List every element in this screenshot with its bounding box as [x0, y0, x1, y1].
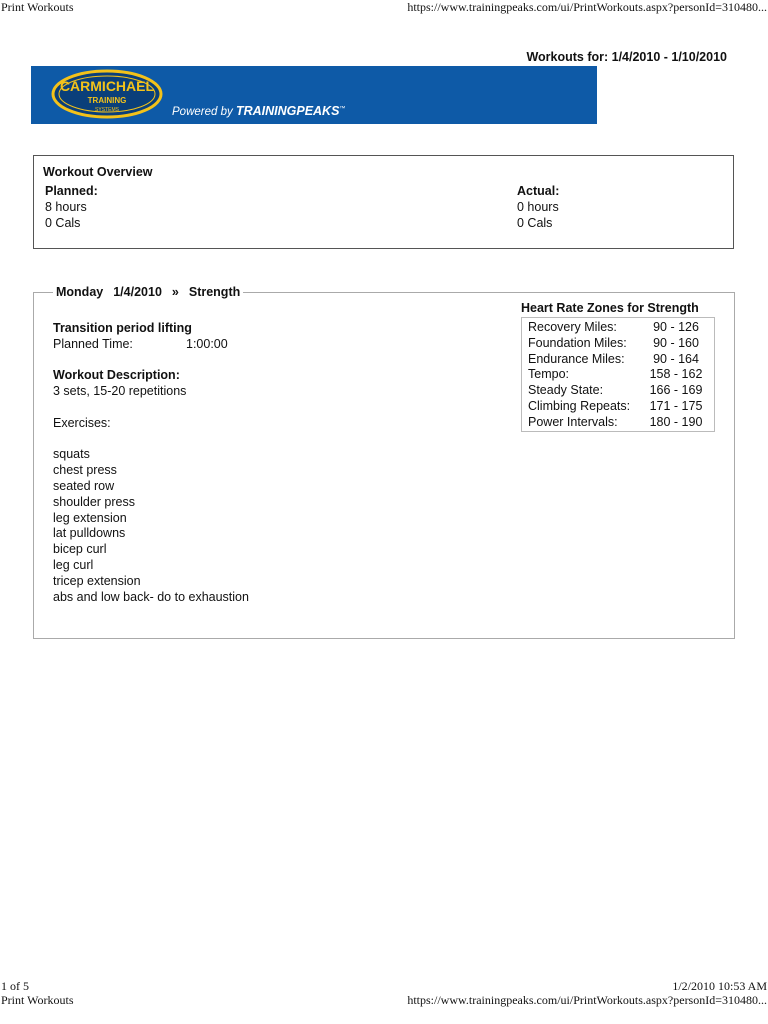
zone-range: 171 - 175 [649, 398, 703, 413]
planned-cals: 0 Cals [45, 216, 81, 230]
zone-name: Endurance Miles: [528, 351, 625, 366]
exercise-item: shoulder press [53, 494, 135, 509]
legend-separator: » [171, 285, 179, 299]
print-header-url: https://www.trainingpeaks.com/ui/PrintWorkouts.aspx?personId=310480... [407, 0, 767, 14]
exercises-label: Exercises: [53, 415, 111, 430]
carmichael-logo [51, 69, 163, 119]
description-text: 3 sets, 15-20 repetitions [53, 384, 187, 399]
hr-zone-row [528, 336, 708, 352]
actual-cals: 0 Cals [517, 216, 553, 230]
zone-range: 158 - 162 [649, 367, 703, 382]
brand-banner [31, 66, 597, 124]
planned-column [45, 183, 98, 231]
exercise-item: leg curl [53, 557, 94, 572]
zone-range: 90 - 126 [653, 320, 699, 334]
planned-label: Planned: [45, 184, 98, 198]
exercise-item: seated row [53, 478, 115, 493]
zone-range: 90 - 164 [653, 351, 699, 366]
exercise-item: tricep extension [53, 573, 141, 588]
zone-range: 180 - 190 [649, 414, 703, 429]
hr-zone-row [528, 415, 708, 431]
planned-hours: 8 hours [45, 200, 87, 214]
workout-date: 1/4/2010 [113, 285, 162, 299]
zone-name: Recovery Miles: [528, 320, 617, 334]
description-label: Workout Description: [53, 368, 180, 383]
exercise-item: bicep curl [53, 542, 107, 557]
planned-time-value: 1:00:00 [186, 336, 228, 351]
zone-name: Foundation Miles: [528, 335, 627, 350]
exercise-item: leg extension [53, 510, 127, 525]
workout-legend [53, 285, 243, 299]
exercise-list [53, 447, 249, 605]
next-page-url: https://www.trainingpeaks.com/ui/PrintWorkouts.aspx?personId=310480... [407, 993, 767, 1007]
page-indicator: 1 of 5 [1, 979, 29, 993]
powered-by-label: Powered by [172, 106, 233, 118]
date-range: Workouts for: 1/4/2010 - 1/10/2010 [526, 50, 727, 64]
logo-word-2: TRAINING [87, 96, 127, 105]
overview-title: Workout Overview [43, 165, 153, 179]
zone-name: Power Intervals: [528, 414, 618, 429]
hr-zone-row [528, 383, 708, 399]
workout-name: Transition period lifting [53, 321, 192, 335]
powered-by [172, 104, 345, 118]
exercise-item: abs and low back- do to exhaustion [53, 589, 249, 604]
trademark: ™ [339, 106, 346, 113]
workout-detail [33, 285, 735, 639]
exercise-item: chest press [53, 463, 117, 478]
zone-range: 90 - 160 [653, 335, 699, 350]
trainingpeaks-brand: TRAININGPEAKS [235, 104, 340, 118]
workout-overview [33, 155, 734, 249]
print-header-title: Print Workouts [1, 0, 74, 14]
logo-word-3: SYSTEMS [95, 107, 119, 113]
hr-zone-row [528, 320, 708, 336]
planned-time-row [53, 337, 249, 353]
zone-name: Tempo: [528, 367, 569, 382]
zone-range: 166 - 169 [649, 383, 703, 398]
hr-zone-row [528, 367, 708, 383]
workout-type: Strength [188, 285, 241, 299]
hr-zones-title: Heart Rate Zones for Strength [521, 301, 699, 315]
hr-zone-row [528, 352, 708, 368]
print-timestamp: 1/2/2010 10:53 AM [672, 979, 767, 993]
actual-label: Actual: [517, 184, 560, 198]
exercise-item: lat pulldowns [53, 526, 126, 541]
zone-name: Steady State: [528, 383, 604, 398]
hr-zone-row [528, 399, 708, 415]
next-page-title: Print Workouts [1, 993, 74, 1007]
actual-column [517, 183, 559, 231]
exercise-item: squats [53, 447, 90, 462]
logo-word-1: CARMICHAEL [59, 78, 155, 94]
hr-zones-table [521, 317, 715, 432]
planned-time-label: Planned Time: [53, 336, 133, 351]
workout-day: Monday [56, 285, 104, 299]
workout-body [53, 321, 249, 605]
zone-name: Climbing Repeats: [528, 398, 631, 413]
actual-hours: 0 hours [517, 200, 559, 214]
